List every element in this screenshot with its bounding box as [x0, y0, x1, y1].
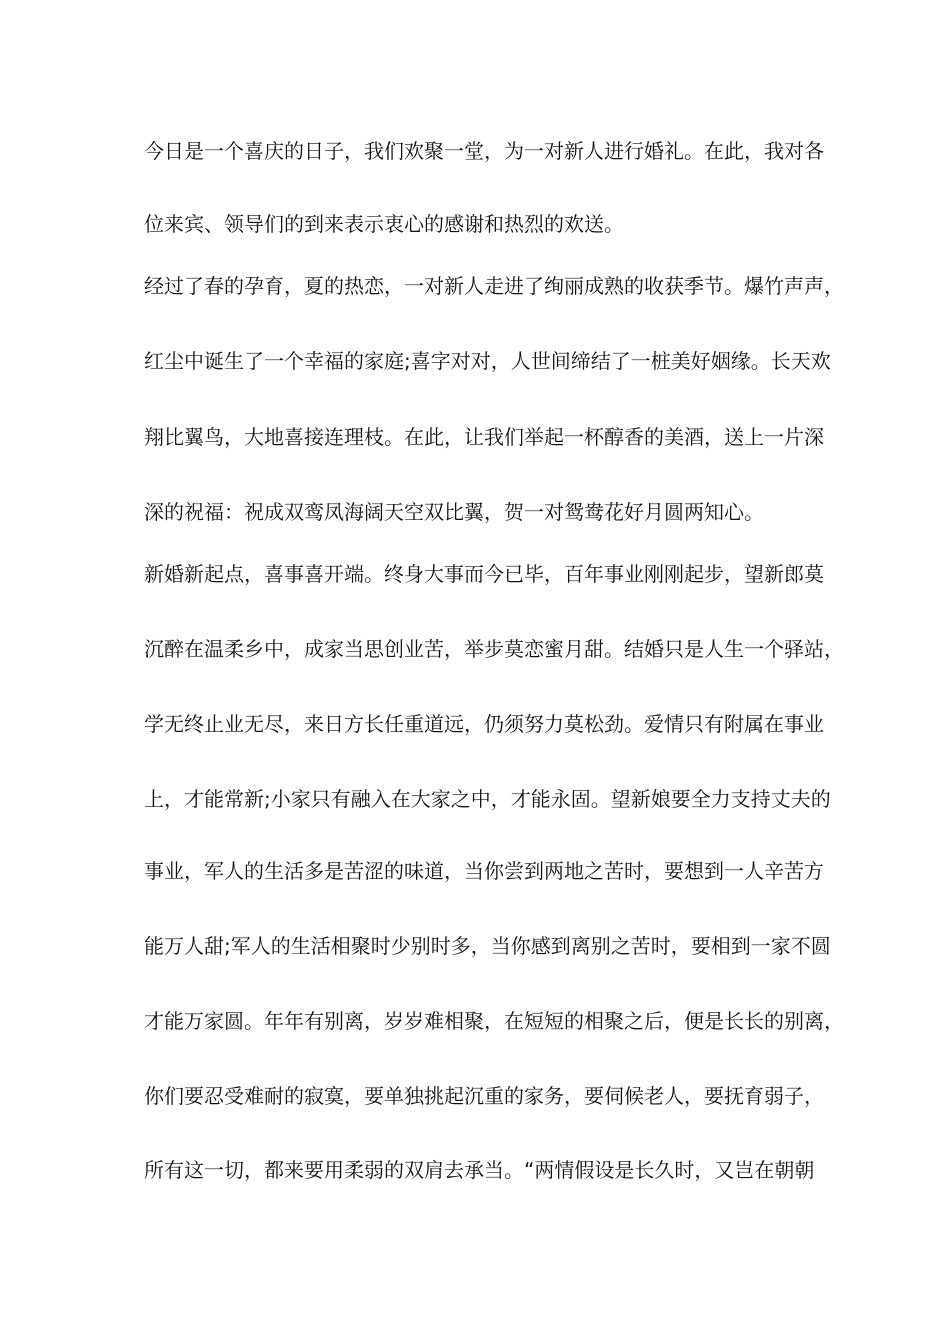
text-line-12: 能万人甜;军人的生活相聚时少别时多，当你感到离别之苦时，要相到一家不圆: [144, 934, 831, 958]
text-line-6: 深的祝福：祝成双鸾凤海阔天空双比翼，贺一对鸳鸯花好月圆两知心。: [144, 500, 764, 524]
text-line-9: 学无终止业无尽，来日方长任重道远，仍须努力莫松劲。爱情只有附属在事业: [144, 712, 824, 736]
text-line-1: 今日是一个喜庆的日子，我们欢聚一堂，为一对新人进行婚礼。在此，我对各: [144, 139, 824, 163]
text-line-5: 翔比翼鸟，大地喜接连理枝。在此，让我们举起一杯醇香的美酒，送上一片深: [144, 425, 824, 449]
text-line-13: 才能万家圆。年年有别离，岁岁难相聚，在短短的相聚之后，便是长长的别离，: [144, 1009, 844, 1033]
text-line-3: 经过了春的孕育，夏的热恋，一对新人走进了绚丽成熟的收获季节。爆竹声声，: [144, 274, 844, 298]
text-line-11: 事业，军人的生活多是苦涩的味道，当你尝到两地之苦时，要想到一人辛苦方: [144, 859, 824, 883]
text-line-10: 上，才能常新;小家只有融入在大家之中，才能永固。望新娘要全力支持丈夫的: [144, 787, 831, 811]
text-line-15: 所有这一切，都来要用柔弱的双肩去承当。“两情假设是长久时，又岂在朝朝: [144, 1158, 815, 1182]
text-line-8: 沉醉在温柔乡中，成家当思创业苦，举步莫恋蜜月甜。结婚只是人生一个驿站，: [144, 637, 844, 661]
text-line-7: 新婚新起点，喜事喜开端。终身大事而今已毕，百年事业刚刚起步，望新郎莫: [144, 562, 824, 586]
text-line-2: 位来宾、领导们的到来表示衷心的感谢和热烈的欢送。: [144, 212, 624, 236]
text-line-14: 你们要忍受难耐的寂寞，要单独挑起沉重的家务，要伺候老人，要抚育弱子，: [144, 1084, 824, 1108]
text-line-4: 红尘中诞生了一个幸福的家庭;喜字对对，人世间缔结了一桩美好姻缘。长天欢: [144, 349, 831, 373]
